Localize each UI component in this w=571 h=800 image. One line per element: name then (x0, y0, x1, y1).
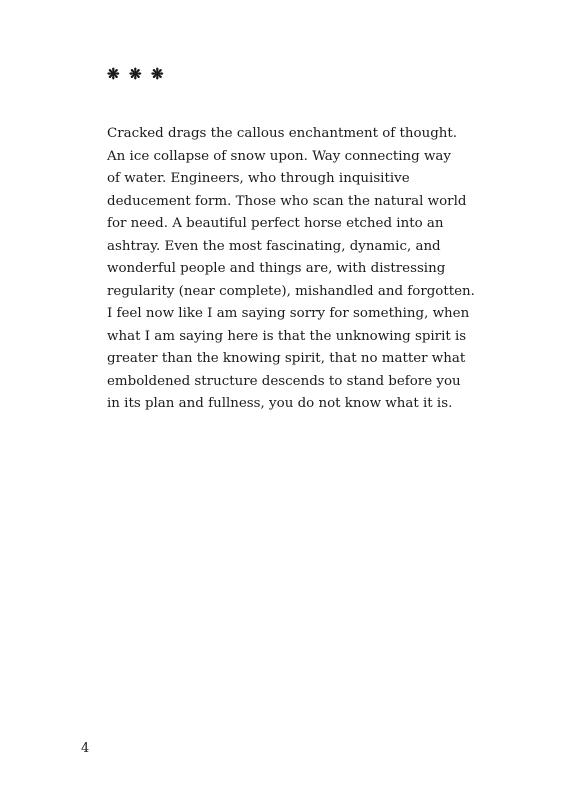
asterisk-ornament-icon: ❋ (107, 65, 120, 83)
text-line: in its plan and fullness, you do not know what it is. (107, 396, 453, 411)
text-line: wonderful people and things are, with distressing (107, 261, 446, 276)
text-line: ashtray. Even the most fascinating, dynamic, and (107, 238, 441, 254)
prose-poem (107, 123, 527, 416)
text-line: I feel now like I am saying sorry for something, when (107, 306, 470, 321)
text-line: for need. A beautiful perfect horse etched into an (107, 216, 444, 231)
text-line: what I am saying here is that the unknowing spirit is (107, 328, 467, 344)
text-line: An ice collapse of snow upon. Way connecting way (107, 148, 451, 164)
asterisk-ornament-icon: ❋ (129, 65, 142, 83)
section-break-asterism (107, 64, 162, 84)
text-line: deducement form. Those who scan the natural world (107, 193, 467, 209)
page-number: 4 (81, 741, 90, 756)
text-line: Cracked drags the callous enchantment of thought. (107, 126, 458, 141)
text-line: emboldened structure descends to stand before you (107, 373, 461, 389)
text-line: of water. Engineers, who through inquisitive (107, 171, 410, 186)
asterisk-ornament-icon: ❋ (151, 65, 164, 83)
text-line: regularity (near complete), mishandled and forgotten. (107, 283, 475, 299)
text-line: greater than the knowing spirit, that no matter what (107, 351, 466, 366)
